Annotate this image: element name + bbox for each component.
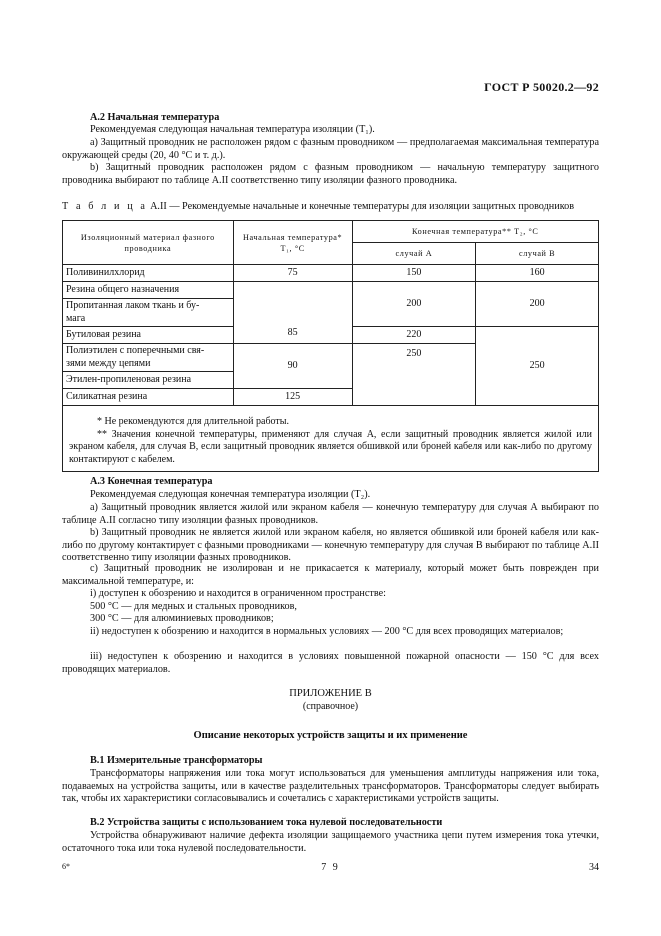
section-a3-item-ii: ii) недоступен к обозрению и находится в нормальных условиях — 200 °С для всех проводящих материалов; — [90, 626, 564, 637]
appendix-subtitle: (справочное) — [302, 701, 359, 712]
section-a2-item-b: b) Защитный проводник расположен рядом с фазным проводником — начальную температуру защитного проводника выбирают по таблице А.II соответственно типу изоляции фазного проводника. — [62, 162, 599, 186]
section-a2-title: А.2 Начальная температура — [90, 112, 220, 123]
cell-case-a: 220 — [352, 327, 476, 344]
cell-material: Бутиловая резина — [63, 327, 234, 344]
footer-center: 7 9 — [321, 862, 340, 873]
section-a3-item-i: i) доступен к обозрению и находится в ограниченном пространстве: — [90, 588, 386, 599]
material-line: мага — [66, 312, 86, 324]
document-id: ГОСТ Р 50020.2—92 — [484, 80, 599, 94]
appendix-heading: Описание некоторых устройств защиты и их применение — [193, 730, 468, 741]
cell-case-b: 250 — [476, 327, 599, 406]
cell-initial: 75 — [233, 265, 352, 282]
section-a3-t500: 500 °С — для медных и стальных проводников, — [90, 601, 297, 612]
header-material: Изоляционный материал фазного проводника — [63, 221, 234, 265]
cell-case-a: 150 — [352, 265, 476, 282]
section-a3-title: А.3 Конечная температура — [90, 476, 213, 487]
section-a3-item-a: а) Защитный проводник является жилой или экраном кабеля — конечную температуру для случая А выбирают по таблице А.II согласно типу изоляции фазных проводников. — [62, 502, 599, 526]
section-a2-item-a: а) Защитный проводник не расположен рядом с фазным проводником — предполагаемая максимальная температура окружающей среды (20, 40 °С и т. д.). — [62, 137, 599, 161]
cell-material: Силикатная резина — [63, 389, 234, 406]
cell-case-a: 250 — [352, 344, 476, 406]
section-a2-intro: Рекомендуемая следующая начальная температура изоляции (T₁). — [90, 124, 375, 135]
cell-material: Поливинилхлорид — [63, 265, 234, 282]
section-a3-item-c: с) Защитный проводник не изолирован и не прикасается к материалу, который может быть поврежден при максимальной температуре, и: — [62, 563, 599, 587]
section-b2-text: Устройства обнаруживают наличие дефекта изоляции защищаемого участника цепи путем измерения тока утечки, остаточного тока или тока нулевой последовательности. — [62, 830, 599, 854]
cell-initial: 85 — [233, 282, 352, 344]
table-caption-text: А.II — Рекомендуемые начальные и конечные температуры для изоляции защитных проводников — [147, 201, 575, 212]
cell-case-b: 160 — [476, 265, 599, 282]
cell-case-a: 200 — [352, 282, 476, 327]
cell-material: Резина общего назначения — [63, 282, 234, 299]
material-line: зями между цепями — [66, 357, 151, 369]
section-a3-item-iii: iii) недоступен к обозрению и находится в условиях повышенной пожарной опасности — 150 °С для всех проводящих материалов. — [62, 651, 599, 675]
footer-signature: 6* — [62, 862, 70, 871]
table-caption — [62, 201, 602, 212]
table-row — [63, 265, 599, 282]
appendix-title: ПРИЛОЖЕНИЕ В — [289, 688, 372, 699]
section-b1-title: В.1 Измерительные трансформаторы — [90, 755, 263, 766]
material-line: Пропитанная лаком ткань и бу- — [66, 300, 200, 311]
table-note-1: * Не рекомендуются для длительной работы. — [97, 416, 289, 427]
material-line: Полиэтилен с поперечными свя- — [66, 345, 205, 356]
section-b1-text: Трансформаторы напряжения или тока могут использоваться для уменьшения амплитуды напряжения или тока, подаваемых на устройства защиты, или в качестве разделительных трансформаторов. Трансформаторы следует выбирать так, чтобы их характеристики согласовывались и сочетались с характеристиками устройств защиты. — [62, 768, 599, 805]
table-row — [63, 282, 599, 299]
table-note-2: ** Значения конечной температуры, применяют для случая А, если защитный проводник является жилой или экраном кабеля, для случая В, если защитный проводник является обшивкой или броней кабеля или как-либо по другому контактируют с кабелем. — [69, 428, 592, 466]
cell-material — [63, 344, 234, 372]
table-caption-prefix: Т а б л и ц а — [62, 201, 148, 212]
cell-case-b: 200 — [476, 282, 599, 327]
table-notes-row — [63, 406, 599, 472]
header-case-b: случай В — [476, 243, 599, 265]
page-number: 34 — [589, 862, 599, 873]
header-final-temp: Конечная температура** T₂, °С — [352, 221, 598, 243]
temperature-table — [62, 220, 599, 472]
header-case-a: случай А — [352, 243, 476, 265]
table-notes — [63, 406, 599, 472]
section-a3-t300: 300 °С — для алюминиевых проводников; — [90, 613, 274, 624]
section-a3-intro: Рекомендуемая следующая конечная температура изоляции (T₂). — [90, 489, 371, 500]
header-initial-temp: Начальная температура* T₁, °С — [233, 221, 352, 265]
cell-material — [63, 299, 234, 327]
section-b2-title: В.2 Устройства защиты с использованием тока нулевой последовательности — [90, 817, 443, 828]
cell-initial: 90 — [233, 344, 352, 389]
cell-material: Этилен-пропиленовая резина — [63, 372, 234, 389]
cell-initial: 125 — [233, 389, 352, 406]
section-a3-item-b: b) Защитный проводник не является жилой или экраном кабеля, но является обшивкой или броней кабеля или как-либо по другому контактирует с фазными проводниками — конечную температуру для случая В выбирают по таблице А.II соответственно типу изоляции фазных проводников. — [62, 527, 599, 564]
